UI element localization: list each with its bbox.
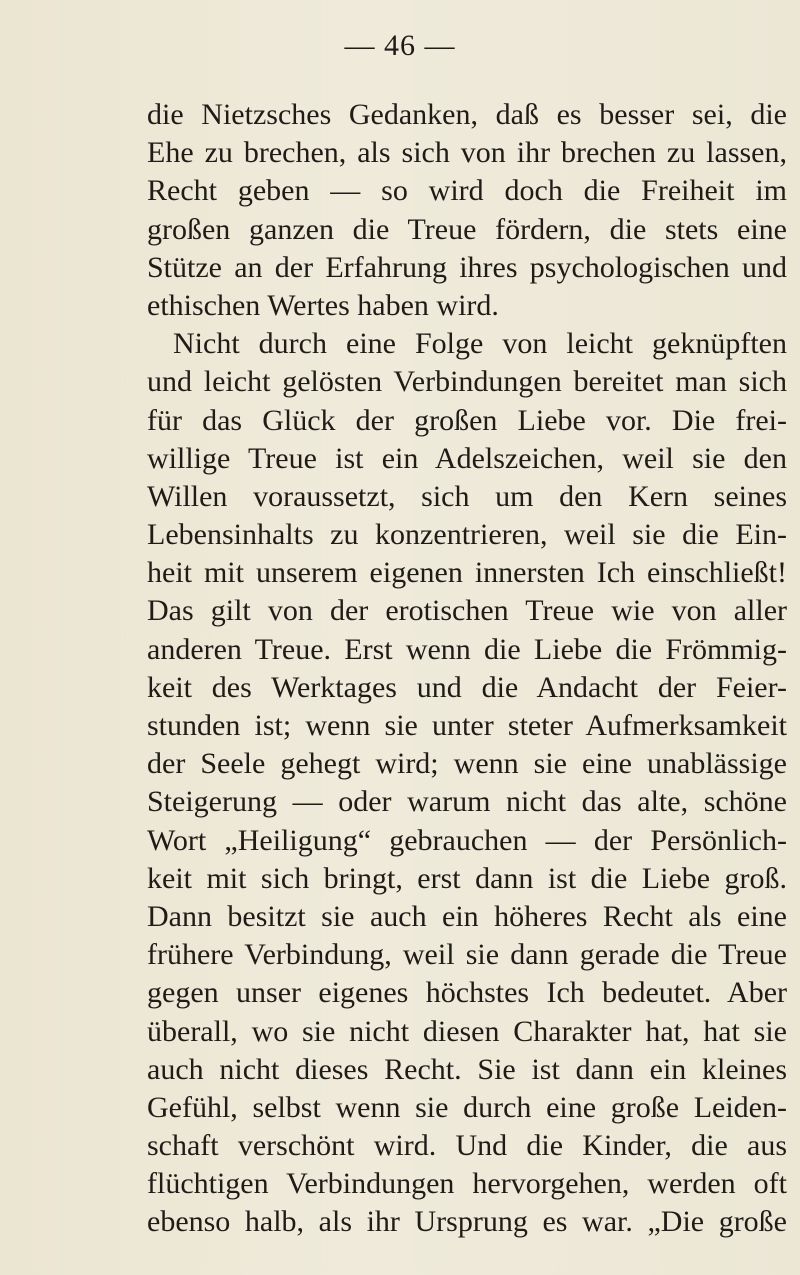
text-line: keit des Werktages und die Andacht der Feier- [147,670,787,704]
text-line: ebenso halb, als ihr Ursprung es war. „Die große [147,1205,787,1239]
text-line: anderen Treue. Erst wenn die Liebe die Frömmig- [147,632,787,666]
text-line: auch nicht dieses Recht. Sie ist dann ein kleines [147,1052,787,1086]
text-line: für das Glück der großen Liebe vor. Die frei- [147,403,787,437]
body-text [147,96,787,1242]
text-line: schaft verschönt wird. Und die Kinder, die aus [147,1129,787,1163]
text-line: Ehe zu brechen, als sich von ihr brechen zu lassen, [147,136,787,170]
text-line: Willen voraussetzt, sich um den Kern seines [147,479,787,513]
text-line: keit mit sich bringt, erst dann ist die Liebe groß. [147,861,787,895]
text-line: Lebensinhalts zu konzentrieren, weil sie die Ein- [147,518,787,552]
page-number: — 46 — [344,29,456,62]
text-line: flüchtigen Verbindungen hervorgehen, werden oft [147,1167,787,1201]
text-line: ethischen Wertes haben wird. [147,288,499,322]
text-line: großen ganzen die Treue fördern, die stets eine [147,212,787,246]
text-line: willige Treue ist ein Adelszeichen, weil sie den [147,441,787,475]
text-line: stunden ist; wenn sie unter steter Aufmerksamkeit [147,709,787,742]
text-line: Wort „Heiligung“ gebrauchen — der Persönlich- [147,823,787,857]
text-line: und leicht gelösten Verbindungen bereitet man sich [147,365,787,399]
text-line: Stütze an der Erfahrung ihres psychologischen und [147,250,787,284]
text-line: Dann besitzt sie auch ein höheres Recht als eine [147,899,787,933]
text-line: Das gilt von der erotischen Treue wie von aller [147,594,787,628]
text-line: Nicht durch eine Folge von leicht geknüpften [173,327,787,361]
text-line: der Seele gehegt wird; wenn sie eine unablässige [147,747,787,781]
text-line: frühere Verbindung, weil sie dann gerade die Treue [147,938,787,972]
text-line: Recht geben — so wird doch die Freiheit im [147,174,787,208]
text-line: Steigerung — oder warum nicht das alte, schöne [147,785,787,819]
text-line: Gefühl, selbst wenn sie durch eine große Leiden- [147,1090,787,1124]
text-line: überall, wo sie nicht diesen Charakter hat, hat sie [147,1014,787,1048]
text-line: heit mit unserem eigenen innersten Ich einschließt! [147,556,787,590]
text-line: gegen unser eigenes höchstes Ich bedeutet. Aber [147,976,787,1010]
text-line: die Nietzsches Gedanken, daß es besser sei, die [147,98,787,131]
